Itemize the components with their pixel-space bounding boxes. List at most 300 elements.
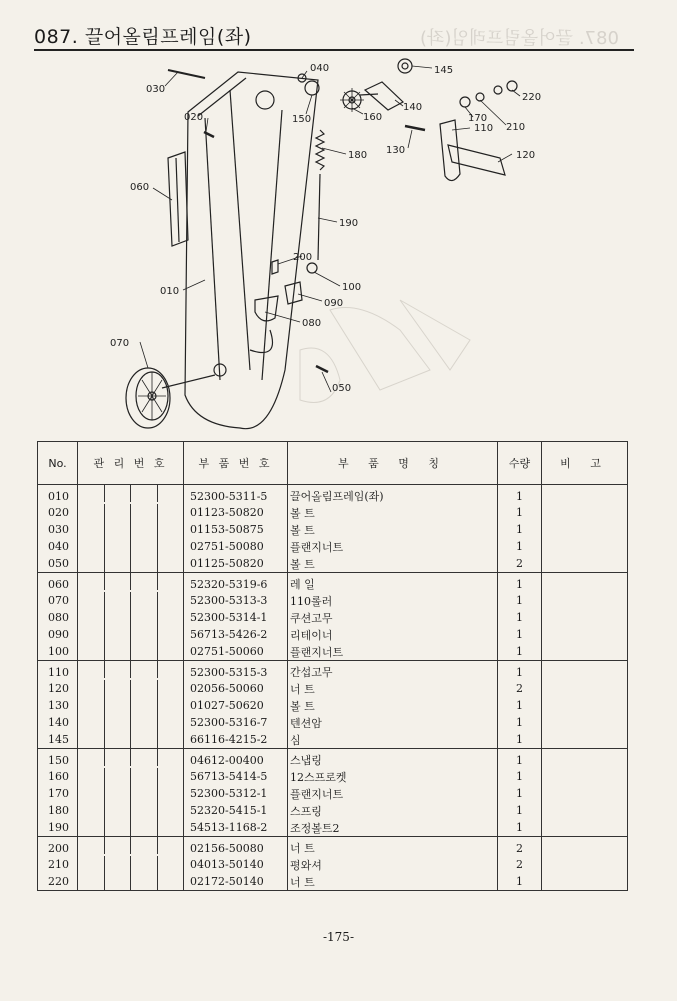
- management-number-subcell: [157, 504, 184, 521]
- cell-no: 080: [38, 609, 78, 626]
- management-number-subcell: [130, 749, 157, 766]
- cell-no: 145: [38, 731, 78, 749]
- cell-remark: [542, 749, 628, 769]
- cell-part-name: 텐션암: [288, 714, 498, 731]
- management-number-subcell: [104, 538, 131, 555]
- management-number-subcell: [78, 661, 104, 678]
- callout-060: 060: [130, 182, 150, 193]
- cell-quantity: 1: [498, 873, 542, 891]
- cell-part-number: 52300-5313-3: [184, 592, 288, 609]
- cell-remark: [542, 504, 628, 521]
- management-number-subcell: [104, 643, 131, 660]
- callout-120: 120: [516, 150, 536, 161]
- cell-no: 030: [38, 521, 78, 538]
- header-quantity: 수량: [498, 442, 542, 485]
- management-number-subcell: [130, 538, 157, 555]
- management-number-subcell: [130, 714, 157, 731]
- header-management-number: 관 리 번 호: [78, 442, 184, 485]
- cell-quantity: 1: [498, 802, 542, 819]
- cell-no: 020: [38, 504, 78, 521]
- cell-part-name: 플랜지너트: [288, 643, 498, 661]
- cell-quantity: 1: [498, 573, 542, 593]
- callout-200: 200: [293, 252, 313, 263]
- management-number-subcell: [78, 785, 104, 802]
- management-number-subcell: [157, 819, 184, 836]
- cell-part-name: 너 트: [288, 680, 498, 697]
- management-number-subcell: [130, 785, 157, 802]
- cell-management-number: [78, 592, 184, 609]
- management-number-subcell: [130, 521, 157, 538]
- page-title: 087. 끌어올림프레임(좌): [34, 26, 252, 48]
- callout-labels: [110, 63, 541, 394]
- cell-quantity: 1: [498, 485, 542, 505]
- bolt-050: [316, 366, 328, 372]
- cell-quantity: 1: [498, 697, 542, 714]
- header-part-number: 부 품 번 호: [184, 442, 288, 485]
- table-row: [38, 555, 628, 573]
- cell-management-number: [78, 521, 184, 538]
- washer-210b: [494, 86, 502, 94]
- cell-management-number: [78, 538, 184, 555]
- cell-part-number: 52300-5311-5: [184, 485, 288, 505]
- table-row: [38, 731, 628, 749]
- cell-no: 100: [38, 643, 78, 661]
- cell-part-number: 56713-5414-5: [184, 768, 288, 785]
- management-number-subcell: [157, 609, 184, 626]
- cell-part-number: 52320-5415-1: [184, 802, 288, 819]
- management-number-subcell: [157, 714, 184, 731]
- table-row: [38, 643, 628, 661]
- cell-remark: [542, 521, 628, 538]
- cell-part-name: 리테이너: [288, 626, 498, 643]
- management-number-subcell: [104, 680, 131, 697]
- cell-remark: [542, 837, 628, 857]
- management-number-subcell: [78, 643, 104, 660]
- cell-remark: [542, 819, 628, 837]
- table-row: [38, 538, 628, 555]
- cell-management-number: [78, 837, 184, 857]
- management-number-subcell: [78, 521, 104, 538]
- management-number-subcell: [130, 697, 157, 714]
- cell-quantity: 1: [498, 731, 542, 749]
- cell-part-name: 플랜지너트: [288, 785, 498, 802]
- cell-management-number: [78, 485, 184, 505]
- cell-part-number: 56713-5426-2: [184, 626, 288, 643]
- cell-part-name: 볼 트: [288, 697, 498, 714]
- cell-quantity: 1: [498, 521, 542, 538]
- nut-220: [507, 81, 517, 91]
- cell-part-name: 12스프로켓: [288, 768, 498, 785]
- bleed-through-title: 087. 끌어올림프레임(좌): [420, 28, 619, 49]
- management-number-subcell: [78, 856, 104, 873]
- cell-part-name: 조정볼트2: [288, 819, 498, 837]
- management-number-subcell: [104, 802, 131, 819]
- management-number-subcell: [157, 680, 184, 697]
- callout-210: 210: [506, 122, 526, 133]
- table-row: [38, 521, 628, 538]
- cell-management-number: [78, 768, 184, 785]
- management-number-subcell: [78, 592, 104, 609]
- management-number-subcell: [78, 714, 104, 731]
- cell-remark: [542, 802, 628, 819]
- cell-no: 180: [38, 802, 78, 819]
- cell-part-number: 66116-4215-2: [184, 731, 288, 749]
- table-row: [38, 749, 628, 769]
- table-row: [38, 819, 628, 837]
- cell-part-name: 심: [288, 731, 498, 749]
- cell-remark: [542, 714, 628, 731]
- management-number-subcell: [157, 802, 184, 819]
- adjusting-bolt-190: [318, 174, 320, 260]
- cell-no: 170: [38, 785, 78, 802]
- cell-quantity: 2: [498, 680, 542, 697]
- cell-part-name: 평와셔: [288, 856, 498, 873]
- callout-050: 050: [332, 383, 352, 394]
- table-row: [38, 661, 628, 681]
- cell-quantity: 2: [498, 837, 542, 857]
- cell-remark: [542, 573, 628, 593]
- cell-no: 130: [38, 697, 78, 714]
- management-number-subcell: [78, 609, 104, 626]
- management-number-subcell: [78, 697, 104, 714]
- management-number-subcell: [104, 485, 131, 502]
- callout-110: 110: [474, 123, 494, 134]
- management-number-subcell: [78, 837, 104, 854]
- cell-quantity: 1: [498, 504, 542, 521]
- table-header-row: [38, 442, 628, 485]
- cell-part-name: 스냅링: [288, 749, 498, 769]
- shim-145: [398, 59, 412, 73]
- management-number-subcell: [104, 837, 131, 854]
- cell-part-name: 볼 트: [288, 555, 498, 573]
- cell-part-name: 110롤러: [288, 592, 498, 609]
- header-no: No.: [38, 442, 78, 485]
- management-number-subcell: [130, 680, 157, 697]
- table-row: [38, 626, 628, 643]
- callout-190: 190: [339, 218, 359, 229]
- management-number-subcell: [104, 661, 131, 678]
- cell-part-name: 끌어올림프레임(좌): [288, 485, 498, 505]
- cell-part-number: 01123-50820: [184, 504, 288, 521]
- bolt-130: [405, 126, 425, 130]
- management-number-subcell: [157, 697, 184, 714]
- management-number-subcell: [104, 873, 131, 890]
- management-number-subcell: [157, 731, 184, 748]
- table-row: [38, 802, 628, 819]
- management-number-subcell: [104, 697, 131, 714]
- management-number-subcell: [78, 819, 104, 836]
- cell-management-number: [78, 626, 184, 643]
- management-number-subcell: [157, 555, 184, 572]
- cell-no: 200: [38, 837, 78, 857]
- cell-part-number: 54513-1168-2: [184, 819, 288, 837]
- table-row: [38, 785, 628, 802]
- callout-180: 180: [348, 150, 368, 161]
- parts-table: [37, 441, 628, 891]
- cell-management-number: [78, 555, 184, 573]
- management-number-subcell: [104, 555, 131, 572]
- header-remark: 비 고: [542, 442, 628, 485]
- callout-220: 220: [522, 92, 542, 103]
- cell-management-number: [78, 697, 184, 714]
- management-number-subcell: [130, 643, 157, 660]
- table-row: [38, 714, 628, 731]
- cell-part-name: 쿠션고무: [288, 609, 498, 626]
- management-number-subcell: [78, 538, 104, 555]
- cell-part-name: 간섭고무: [288, 661, 498, 681]
- management-number-subcell: [157, 856, 184, 873]
- management-number-subcell: [157, 521, 184, 538]
- cell-remark: [542, 785, 628, 802]
- cell-quantity: 1: [498, 749, 542, 769]
- management-number-subcell: [130, 731, 157, 748]
- management-number-subcell: [104, 731, 131, 748]
- management-number-subcell: [104, 592, 131, 609]
- cell-part-number: 04013-50140: [184, 856, 288, 873]
- management-number-subcell: [157, 749, 184, 766]
- cell-remark: [542, 592, 628, 609]
- bleed-through-drawing: [300, 300, 470, 403]
- frame-hole: [256, 91, 274, 109]
- nut-200: [272, 260, 278, 274]
- management-number-subcell: [157, 626, 184, 643]
- callout-030: 030: [146, 84, 166, 95]
- management-number-subcell: [104, 573, 131, 590]
- page-number: -175-: [322, 930, 354, 944]
- cell-part-name: 너 트: [288, 873, 498, 891]
- cell-remark: [542, 873, 628, 891]
- bracket-120: [448, 145, 505, 175]
- table-row: [38, 768, 628, 785]
- cell-no: 050: [38, 555, 78, 573]
- callout-070: 070: [110, 338, 130, 349]
- cell-remark: [542, 768, 628, 785]
- cell-quantity: 1: [498, 643, 542, 661]
- cell-quantity: 1: [498, 609, 542, 626]
- management-number-subcell: [130, 661, 157, 678]
- flange-nut-170: [460, 97, 470, 107]
- cell-quantity: 1: [498, 538, 542, 555]
- washer-210a: [476, 93, 484, 101]
- management-number-subcell: [104, 609, 131, 626]
- cell-part-name: 레 일: [288, 573, 498, 593]
- management-number-subcell: [130, 485, 157, 502]
- cell-no: 120: [38, 680, 78, 697]
- cell-management-number: [78, 731, 184, 749]
- management-number-subcell: [130, 802, 157, 819]
- cell-remark: [542, 485, 628, 505]
- callout-130: 130: [386, 145, 406, 156]
- cell-management-number: [78, 714, 184, 731]
- cell-part-number: 01027-50620: [184, 697, 288, 714]
- management-number-subcell: [157, 785, 184, 802]
- cell-quantity: 1: [498, 768, 542, 785]
- table-row: [38, 680, 628, 697]
- cell-no: 070: [38, 592, 78, 609]
- cell-no: 090: [38, 626, 78, 643]
- parts-table-body: [38, 485, 628, 891]
- cell-remark: [542, 609, 628, 626]
- management-number-subcell: [157, 837, 184, 854]
- cell-management-number: [78, 643, 184, 661]
- cell-part-number: 01153-50875: [184, 521, 288, 538]
- nut-100: [307, 263, 317, 273]
- management-number-subcell: [130, 626, 157, 643]
- management-number-subcell: [78, 485, 104, 502]
- management-number-subcell: [157, 538, 184, 555]
- management-number-subcell: [104, 626, 131, 643]
- cell-quantity: 1: [498, 592, 542, 609]
- table-row: [38, 873, 628, 891]
- cell-management-number: [78, 749, 184, 769]
- cell-quantity: 1: [498, 785, 542, 802]
- cell-no: 060: [38, 573, 78, 593]
- cell-management-number: [78, 661, 184, 681]
- cell-quantity: 1: [498, 819, 542, 837]
- management-number-subcell: [157, 485, 184, 502]
- cell-management-number: [78, 573, 184, 593]
- callout-140: 140: [403, 102, 423, 113]
- cell-remark: [542, 661, 628, 681]
- cell-part-number: 04612-00400: [184, 749, 288, 769]
- callout-080: 080: [302, 318, 322, 329]
- management-number-subcell: [104, 768, 131, 785]
- callout-090: 090: [324, 298, 344, 309]
- management-number-subcell: [130, 573, 157, 590]
- cell-part-number: 52300-5316-7: [184, 714, 288, 731]
- management-number-subcell: [157, 768, 184, 785]
- cell-management-number: [78, 802, 184, 819]
- cell-part-number: 01125-50820: [184, 555, 288, 573]
- cell-remark: [542, 697, 628, 714]
- tension-arm-140: [365, 82, 403, 110]
- cell-part-number: 52300-5314-1: [184, 609, 288, 626]
- management-number-subcell: [130, 768, 157, 785]
- cell-no: 140: [38, 714, 78, 731]
- management-number-subcell: [104, 714, 131, 731]
- cell-part-number: 02751-50080: [184, 538, 288, 555]
- management-number-subcell: [130, 837, 157, 854]
- management-number-subcell: [157, 661, 184, 678]
- management-number-subcell: [157, 643, 184, 660]
- management-number-subcell: [78, 802, 104, 819]
- management-number-subcell: [104, 521, 131, 538]
- management-number-subcell: [78, 555, 104, 572]
- cell-no: 190: [38, 819, 78, 837]
- table-row: [38, 504, 628, 521]
- callout-040: 040: [310, 63, 330, 74]
- management-number-subcell: [130, 873, 157, 890]
- management-number-subcell: [104, 819, 131, 836]
- exploded-parts-diagram: [0, 50, 677, 440]
- cell-part-number: 02751-50060: [184, 643, 288, 661]
- cell-part-number: 02156-50080: [184, 837, 288, 857]
- cell-quantity: 1: [498, 626, 542, 643]
- cell-no: 040: [38, 538, 78, 555]
- management-number-subcell: [130, 555, 157, 572]
- cell-part-number: 52300-5315-3: [184, 661, 288, 681]
- cell-quantity: 1: [498, 714, 542, 731]
- spring-180: [316, 130, 324, 170]
- cell-management-number: [78, 680, 184, 697]
- cell-remark: [542, 680, 628, 697]
- management-number-subcell: [78, 749, 104, 766]
- callout-020: 020: [184, 112, 204, 123]
- cell-management-number: [78, 609, 184, 626]
- cell-remark: [542, 731, 628, 749]
- cell-no: 150: [38, 749, 78, 769]
- callout-170: 170: [468, 113, 488, 124]
- table-row: [38, 485, 628, 505]
- cell-part-name: 스프링: [288, 802, 498, 819]
- cell-no: 160: [38, 768, 78, 785]
- management-number-subcell: [157, 573, 184, 590]
- management-number-subcell: [157, 592, 184, 609]
- cell-part-number: 02056-50060: [184, 680, 288, 697]
- cell-management-number: [78, 873, 184, 891]
- cell-remark: [542, 555, 628, 573]
- callout-145: 145: [434, 65, 454, 76]
- management-number-subcell: [78, 680, 104, 697]
- cell-management-number: [78, 856, 184, 873]
- cell-management-number: [78, 504, 184, 521]
- management-number-subcell: [130, 856, 157, 873]
- cell-part-number: 02172-50140: [184, 873, 288, 891]
- table-row: [38, 837, 628, 857]
- cell-no: 210: [38, 856, 78, 873]
- cell-part-number: 52320-5319-6: [184, 573, 288, 593]
- management-number-subcell: [78, 731, 104, 748]
- management-number-subcell: [130, 504, 157, 521]
- management-number-subcell: [104, 504, 131, 521]
- cell-remark: [542, 626, 628, 643]
- management-number-subcell: [104, 785, 131, 802]
- management-number-subcell: [104, 856, 131, 873]
- callout-160: 160: [363, 112, 383, 123]
- cell-quantity: 2: [498, 555, 542, 573]
- table-row: [38, 609, 628, 626]
- callout-100: 100: [342, 282, 362, 293]
- cell-part-name: 너 트: [288, 837, 498, 857]
- management-number-subcell: [78, 626, 104, 643]
- table-row: [38, 697, 628, 714]
- cell-part-name: 플랜지너트: [288, 538, 498, 555]
- management-number-subcell: [78, 768, 104, 785]
- management-number-subcell: [104, 749, 131, 766]
- cell-no: 220: [38, 873, 78, 891]
- management-number-subcell: [130, 609, 157, 626]
- management-number-subcell: [130, 819, 157, 836]
- cell-quantity: 2: [498, 856, 542, 873]
- cell-remark: [542, 856, 628, 873]
- management-number-subcell: [78, 504, 104, 521]
- cell-part-number: 52300-5312-1: [184, 785, 288, 802]
- cell-remark: [542, 643, 628, 661]
- table-row: [38, 573, 628, 593]
- management-number-subcell: [78, 873, 104, 890]
- cell-management-number: [78, 785, 184, 802]
- table-row: [38, 592, 628, 609]
- cell-part-name: 볼 트: [288, 504, 498, 521]
- cell-management-number: [78, 819, 184, 837]
- callout-010: 010: [160, 286, 180, 297]
- management-number-subcell: [157, 873, 184, 890]
- header-part-name: 부 품 명 칭: [288, 442, 498, 485]
- cell-no: 110: [38, 661, 78, 681]
- cell-no: 010: [38, 485, 78, 505]
- management-number-subcell: [78, 573, 104, 590]
- table-row: [38, 856, 628, 873]
